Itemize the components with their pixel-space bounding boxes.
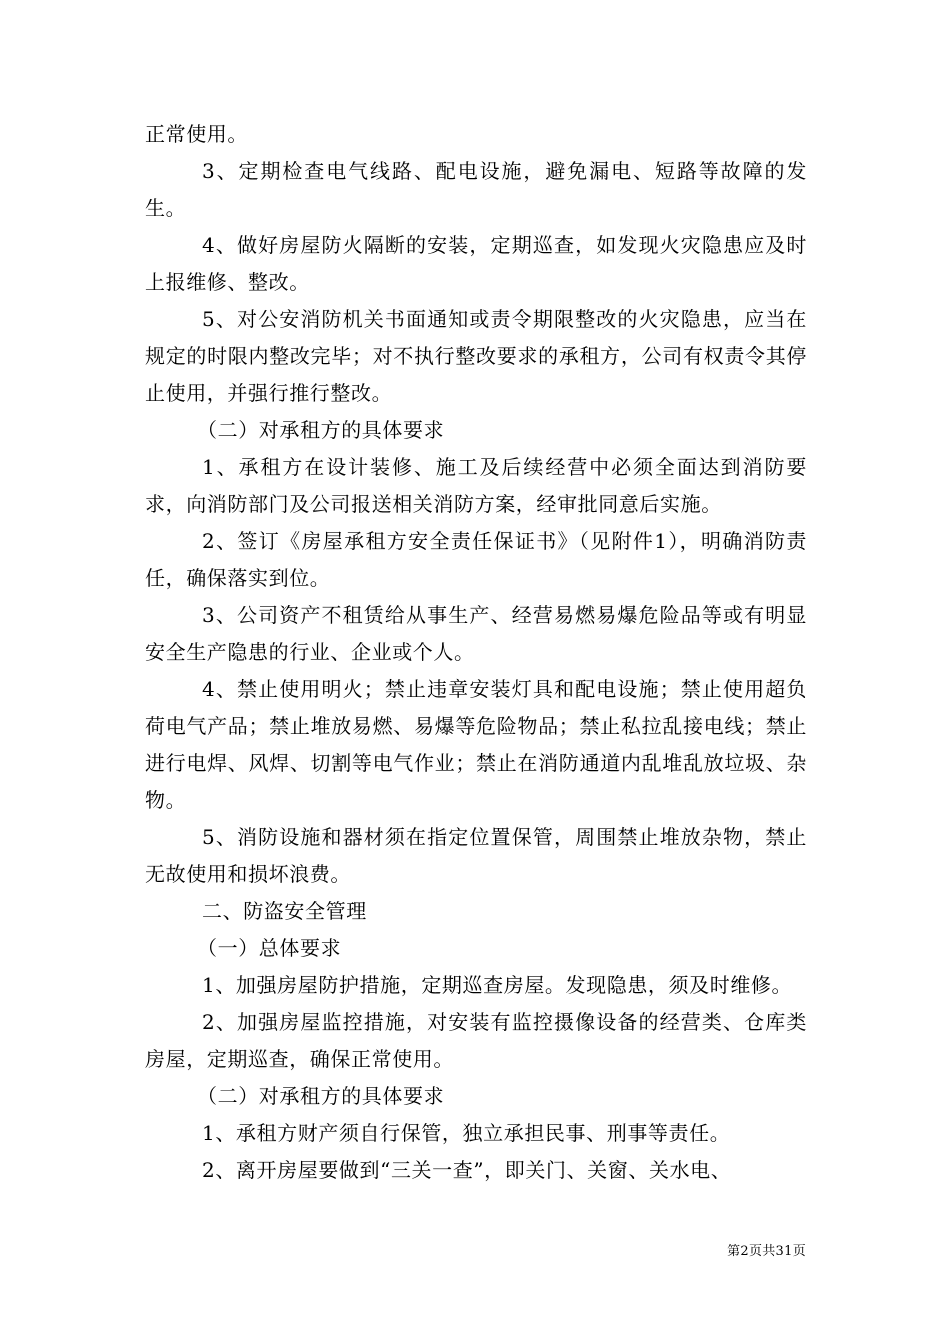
paragraph-continued: 正常使用。 [145,122,248,146]
section-heading-tenant-requirements-2: （二）对承租方的具体要求 [197,1084,445,1108]
paragraph-tenant-item-5: 5、消防设施和器材须在指定位置保管，周围禁止堆放杂物，禁止无故使用和损坏浪费。 [145,825,807,886]
paragraph-item-3: 3、定期检查电气线路、配电设施，避免漏电、短路等故障的发生。 [145,159,807,220]
paragraph-theft-tenant-item-2: 2、离开房屋要做到“三关一查”，即关门、关窗、关水电、 [202,1158,732,1182]
paragraph-tenant-item-1: 1、承租方在设计装修、施工及后续经营中必须全面达到消防要求，向消防部门及公司报送相关消防方案，经审批同意后实施。 [145,455,807,516]
paragraph-tenant-item-4: 4、禁止使用明火；禁止违章安装灯具和配电设施；禁止使用超负荷电气产品；禁止堆放易燃、易爆等危险物品；禁止私拉乱接电线；禁止进行电焊、风焊、切割等电气作业；禁止在消防通道内乱堆乱放垃圾、杂物。 [145,677,807,812]
paragraph-tenant-item-3: 3、公司资产不租赁给从事生产、经营易燃易爆危险品等或有明显安全生产隐患的行业、企业或个人。 [145,603,807,664]
document-body [145,116,807,1189]
page-number-footer: 第2页共31页 [727,1244,806,1259]
section-heading-theft-prevention: 二、防盗安全管理 [202,899,367,923]
paragraph-theft-tenant-item-1: 1、承租方财产须自行保管，独立承担民事、刑事等责任。 [202,1121,731,1145]
paragraph-general-item-2: 2、加强房屋监控措施，对安装有监控摄像设备的经营类、仓库类房屋，定期巡查，确保正常使用。 [145,1010,807,1071]
section-heading-general-requirements: （一）总体要求 [197,936,342,960]
paragraph-item-5: 5、对公安消防机关书面通知或责令期限整改的火灾隐患，应当在规定的时限内整改完毕；对不执行整改要求的承租方，公司有权责令其停止使用，并强行推行整改。 [145,307,807,405]
paragraph-general-item-1: 1、加强房屋防护措施，定期巡查房屋。发现隐患，须及时维修。 [202,973,793,997]
paragraph-item-4: 4、做好房屋防火隔断的安装，定期巡查，如发现火灾隐患应及时上报维修、整改。 [145,233,807,294]
section-heading-tenant-requirements: （二）对承租方的具体要求 [197,418,445,442]
paragraph-tenant-item-2: 2、签订《房屋承租方安全责任保证书》（见附件1），明确消防责任，确保落实到位。 [145,529,807,590]
